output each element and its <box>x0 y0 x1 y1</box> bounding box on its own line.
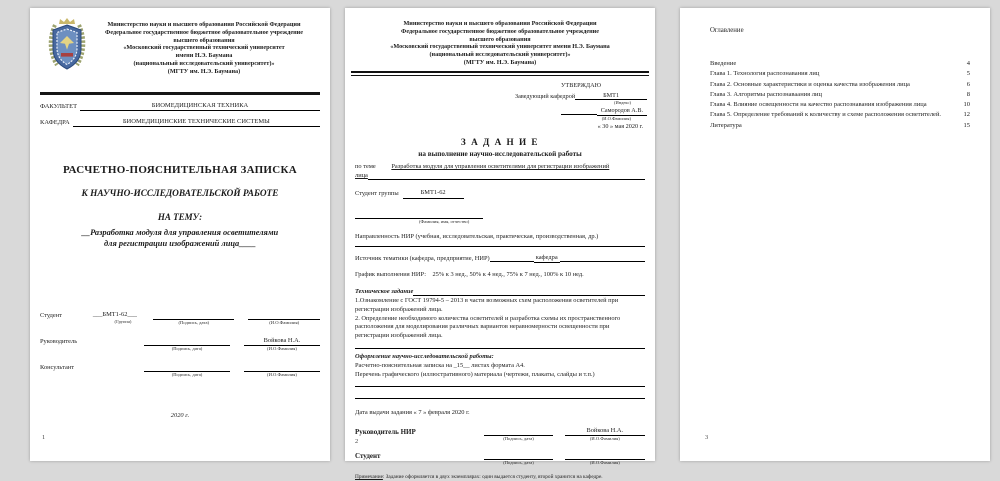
signature-block <box>40 311 320 378</box>
role-label: Студент <box>355 452 381 461</box>
design-line: Перечень графического (иллюстративного) материала (чертежи, плакаты, слайды и т.п.) <box>355 370 595 378</box>
signature-cell <box>484 451 552 466</box>
toc-entry-text: Введение <box>710 60 737 67</box>
assignment-body <box>355 163 645 466</box>
signature-cell <box>153 311 234 326</box>
student-group-label: Студент группы <box>355 189 399 197</box>
document-subtitle: К НАУЧНО-ИССЛЕДОВАТЕЛЬСКОЙ РАБОТЕ <box>81 189 279 199</box>
ministry-header <box>90 21 318 76</box>
signature-cell <box>144 363 230 378</box>
signature-caption: (Подпись, дата) <box>171 346 203 351</box>
ministry-header-line: имени Н.Э. Баумана <box>175 52 233 60</box>
name-caption: (И.О.Фамилия) <box>589 436 620 442</box>
fio-caption: (Фамилия, имя, отчество) <box>419 218 470 224</box>
group-value: ___БМТ1-62___ <box>92 311 137 318</box>
header-divider <box>351 71 649 76</box>
assignment-subtitle: на выполнение научно-исследовательской работы <box>418 150 582 159</box>
signature-caption: (Подпись, дата) <box>171 372 203 377</box>
schedule-value: 25% к 3 нед., 50% к 4 нед., 75% к 7 нед., 100% к 10 нед. <box>432 271 584 279</box>
name-value: Войкова Н.А. <box>565 427 645 436</box>
topic-label: НА ТЕМУ: <box>157 212 203 222</box>
name-cell <box>244 337 320 352</box>
issue-date-line: Дата выдачи задания « 7 » февраля 2020 г. <box>355 409 470 417</box>
header-divider <box>40 92 320 95</box>
toc-entry-text: Глава 3. Алгоритмы распознаваания лиц <box>710 90 822 98</box>
page-number: 3 <box>705 434 709 441</box>
student-group-row <box>355 189 645 199</box>
tech-task-label: Техническое задание <box>355 288 414 296</box>
name-value <box>248 311 320 320</box>
name-value: Войкова Н.А. <box>244 337 320 346</box>
source-label: Источник тематики (кафедра, предприятие, НИР) <box>355 254 490 262</box>
position-label: Заведующий кафедрой <box>515 92 576 100</box>
role-label: Руководитель <box>40 338 78 345</box>
name-caption: (И.О.Фамилия) <box>267 372 297 377</box>
name-caption: (И.О.Фамилия) <box>267 346 297 351</box>
ministry-header-line: Министерство науки и высшего образования Российской Федерации <box>107 21 301 28</box>
signature-cell <box>144 337 230 352</box>
role-label: Руководитель НИР <box>355 428 416 437</box>
toc-entry-text: Глава 2. Основные характеристики и оценка качества изображения лица <box>710 80 910 88</box>
name-value <box>244 363 320 372</box>
theme-label: по теме <box>355 163 376 171</box>
department-row <box>40 118 320 127</box>
signature-row-supervisor <box>355 427 645 442</box>
topic-line-2: для регистрации изображений лица____ <box>104 239 256 248</box>
toc-entry-text: Глава 4. Влияние освещенности на качество распознавания изображения лица <box>710 101 927 109</box>
approval-block <box>515 82 647 131</box>
page1-header <box>30 8 330 87</box>
toc-entry <box>710 69 970 79</box>
direction-line: Направленность НИР (учебная, исследовательская, практическая, производственная, др.) <box>355 232 599 240</box>
name-cell <box>248 311 320 326</box>
signature-row-student <box>355 451 645 466</box>
head-name-value: Самородов А.В. <box>597 107 647 115</box>
name-cell <box>244 363 320 378</box>
year-label: 2020 г. <box>170 412 190 419</box>
department-label: КАФЕДРА <box>40 119 70 126</box>
design-line: Расчетно-пояснительная записка на _15__ листах формата А4. <box>355 361 525 369</box>
faculty-label: ФАКУЛЬТЕТ <box>40 103 78 110</box>
note-label: Примечание <box>355 474 383 481</box>
tech-task-item: 1.Ознакомление с ГОСТ 19794-5 – 2013 в части возможных схем расположения осветителей при регистрации изображений лица. <box>355 296 619 313</box>
university-emblem-icon <box>45 17 89 71</box>
signature-row-consultant <box>40 363 320 378</box>
toc-entry <box>710 80 970 90</box>
ministry-header <box>345 8 655 67</box>
ministry-header-line: высшего образования <box>173 36 235 44</box>
toc-entry-text: Глава 1. Технология распознавания лиц <box>710 70 820 78</box>
name-value <box>565 451 645 460</box>
role-label: Консультант <box>40 364 75 371</box>
department-value: БИОМЕДИЦИНСКИЕ ТЕХНИЧЕСКИЕ СИСТЕМЫ <box>73 118 320 127</box>
ministry-header-line: (МГТУ им. Н.Э. Баумана) <box>167 67 241 75</box>
toc-list <box>710 59 970 131</box>
theme-value-line2: лица <box>355 172 368 180</box>
blank-rule-1 <box>355 385 645 387</box>
note-row <box>355 474 645 481</box>
design-lines <box>355 362 645 380</box>
schedule-label: График выполнения НИР: <box>355 271 427 279</box>
theme-value-line1: Разработка модуля для управления осветителями для регистрации изображений <box>391 163 610 171</box>
name-caption: (И.О.Фамилия) <box>589 460 620 466</box>
signature-caption: (Подпись, дата) <box>503 460 534 466</box>
page-number: 2 <box>355 438 359 445</box>
approve-position-row <box>515 92 647 100</box>
group-caption: (Группа) <box>114 319 132 324</box>
toc-entry-page: 12 <box>963 111 970 119</box>
toc-entry-page: 6 <box>966 80 970 88</box>
dept-code-value: БМТ1 <box>575 92 647 100</box>
toc-entry <box>710 110 970 120</box>
document-title: РАСЧЕТНО-ПОЯСНИТЕЛЬНАЯ ЗАПИСКА <box>62 164 298 176</box>
ministry-header-line: (национальный исследовательский университет)» <box>429 51 571 59</box>
signature-row-supervisor <box>40 337 320 352</box>
approve-name-row <box>515 107 647 115</box>
section-divider <box>355 347 645 349</box>
faculty-value: БИОМЕДИЦИНСКАЯ ТЕХНИКА <box>80 102 320 111</box>
toc-entry-page: 4 <box>966 60 970 67</box>
toc-entry-page: 15 <box>963 121 970 129</box>
name-cell <box>565 451 645 466</box>
page-number: 1 <box>42 434 46 441</box>
design-label: Оформление научно-исследовательской работы: <box>355 352 494 360</box>
toc-entry-page: 10 <box>963 101 970 109</box>
tech-task-row <box>355 288 645 297</box>
role-label: Студент <box>40 312 62 319</box>
toc-title: Оглавление <box>710 27 744 34</box>
fio-blank-line <box>355 209 483 219</box>
tech-task-item: 2. Определение необходимого количества осветителей и разработка схемы их пространственного расположения для моделирования различных вариантов неравномерности освещенности при регистрации изображений лица. <box>355 314 621 340</box>
name-caption: (И.О.Фамилия) <box>269 320 300 325</box>
page-title-sheet[interactable] <box>30 8 330 461</box>
topic-line-1: __Разработка модуля для управления осветителями <box>81 228 279 237</box>
theme-row <box>355 163 645 172</box>
name-cell <box>565 427 645 442</box>
ministry-header-line: «Московский государственный технический университет имени Н.Э. Баумана <box>390 43 610 51</box>
note-text: : Задание оформляется в двух экземплярах: один выдается студенту, второй хранится на кафедре. <box>382 474 603 481</box>
signature-caption: (Подпись, дата) <box>178 320 210 325</box>
toc-entry <box>710 100 970 110</box>
toc-entry <box>710 59 970 69</box>
page-assignment[interactable] <box>345 8 655 481</box>
tech-task-items <box>355 297 645 341</box>
toc-entry-page: 5 <box>966 70 970 78</box>
toc-entry-page: 8 <box>966 90 970 98</box>
toc-entry <box>710 90 970 100</box>
name-caption: (И.О.Фамилия) <box>601 115 631 121</box>
ministry-header-line: (национальный исследовательский университет)» <box>133 59 275 67</box>
signature-row-student <box>40 311 320 326</box>
faculty-row <box>40 102 320 111</box>
topic-text <box>30 227 330 249</box>
ministry-header-line: Федеральное государственное бюджетное образовательное учреждение <box>401 27 599 35</box>
signature-cell <box>484 427 552 442</box>
ministry-header-line: Федеральное государственное бюджетное образовательное учреждение <box>105 28 303 36</box>
approve-title: УТВЕРЖДАЮ <box>561 81 601 89</box>
student-group-value: БМТ1-62 <box>403 189 464 199</box>
signature-caption: (Подпись, дата) <box>503 436 534 442</box>
toc-entry-text: Глава 5. Определение требований к количеству и схеме расположения осветителей. <box>710 111 942 119</box>
source-row <box>355 254 645 264</box>
page-table-of-contents[interactable] <box>680 8 990 461</box>
ministry-header-line: «Московский государственный технический университет <box>123 44 285 52</box>
approve-date: « 30 » мая 2020 г. <box>597 123 643 131</box>
group-cell <box>93 311 153 325</box>
assignment-title: З А Д А Н И Е <box>460 137 540 148</box>
ministry-header-line: Министерство науки и высшего образования Российской Федерации <box>403 20 597 27</box>
direction-blank-line <box>355 246 645 248</box>
theme-row-2 <box>355 172 645 181</box>
index-caption: (Индекс) <box>613 99 631 105</box>
schedule-row <box>355 271 645 280</box>
source-value: кафедра <box>534 254 560 264</box>
toc-entry <box>710 121 970 131</box>
toc-entry-text: Литература <box>710 121 742 129</box>
blank-rule-2 <box>355 397 645 399</box>
ministry-header-line: (МГТУ им. Н.Э. Баумана) <box>463 58 537 66</box>
ministry-header-line: высшего образования <box>469 35 531 43</box>
